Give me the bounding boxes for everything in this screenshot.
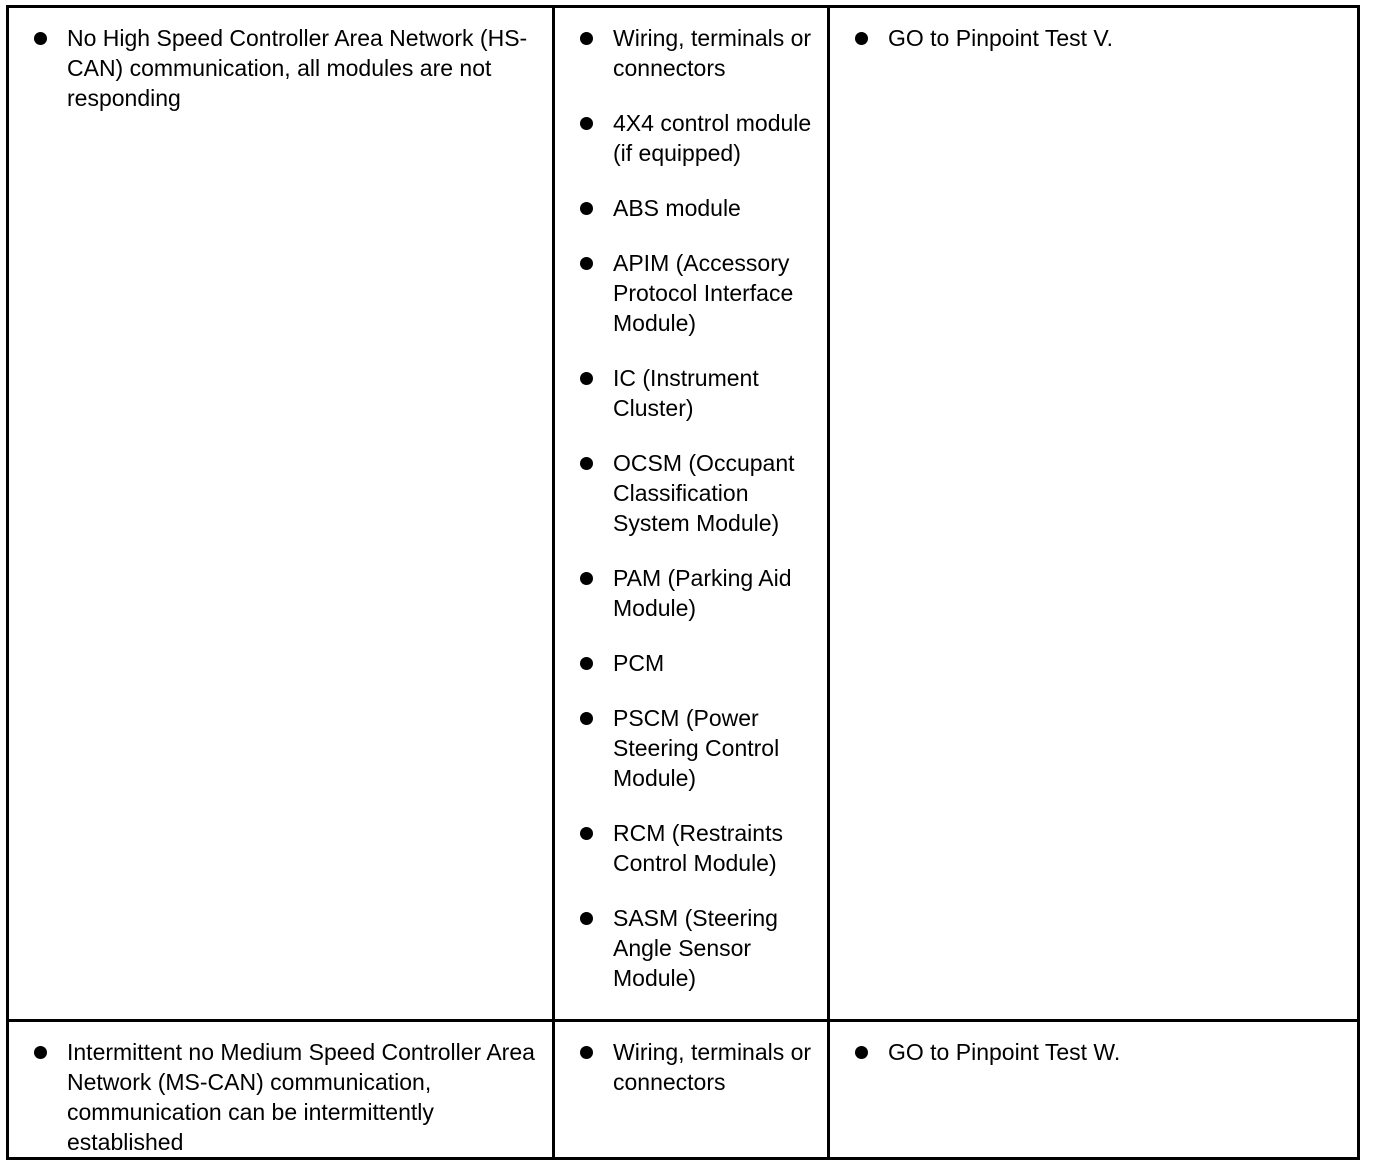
action-item: GO to Pinpoint Test W.	[830, 1037, 1357, 1067]
bullet-icon	[580, 257, 593, 270]
condition-cell	[8, 7, 554, 1021]
bullet-icon	[580, 457, 593, 470]
source-item: Wiring, terminals or connectors	[555, 23, 821, 83]
bullet-icon	[855, 1046, 868, 1059]
bullet-icon	[580, 657, 593, 670]
source-item: PAM (Parking Aid Module)	[555, 563, 821, 623]
bullet-icon	[580, 372, 593, 385]
action-item: GO to Pinpoint Test V.	[830, 23, 1357, 53]
bullet-icon	[34, 1046, 47, 1059]
possible-sources-cell	[554, 1021, 829, 1159]
bullet-icon	[580, 202, 593, 215]
source-item: Wiring, terminals or connectors	[555, 1037, 821, 1097]
bullet-icon	[580, 32, 593, 45]
bullet-icon	[580, 1046, 593, 1059]
action-cell	[829, 1021, 1359, 1159]
bullet-icon	[580, 572, 593, 585]
table-row	[8, 1021, 1359, 1159]
source-item: PCM	[555, 648, 821, 678]
source-item: IC (Instrument Cluster)	[555, 363, 821, 423]
source-item: PSCM (Power Steering Control Module)	[555, 703, 821, 793]
source-item: 4X4 control module (if equipped)	[555, 108, 821, 168]
action-cell	[829, 7, 1359, 1021]
condition-item: No High Speed Controller Area Network (HS-CAN) communication, all modules are not responding	[9, 23, 538, 113]
source-item: OCSM (Occupant Classification System Module)	[555, 448, 821, 538]
bullet-icon	[855, 32, 868, 45]
bullet-icon	[580, 827, 593, 840]
possible-sources-cell	[554, 7, 829, 1021]
source-item: ABS module	[555, 193, 821, 223]
bullet-icon	[580, 117, 593, 130]
symptom-chart-table	[6, 5, 1360, 1160]
bullet-icon	[580, 912, 593, 925]
condition-cell	[8, 1021, 554, 1159]
table-row	[8, 7, 1359, 1021]
bullet-icon	[580, 712, 593, 725]
source-item: SASM (Steering Angle Sensor Module)	[555, 903, 821, 993]
bullet-icon	[34, 32, 47, 45]
source-item: APIM (Accessory Protocol Interface Module)	[555, 248, 821, 338]
condition-item: Intermittent no Medium Speed Controller Area Network (MS-CAN) communication, communication can be intermittently established	[9, 1037, 538, 1157]
source-item: RCM (Restraints Control Module)	[555, 818, 821, 878]
